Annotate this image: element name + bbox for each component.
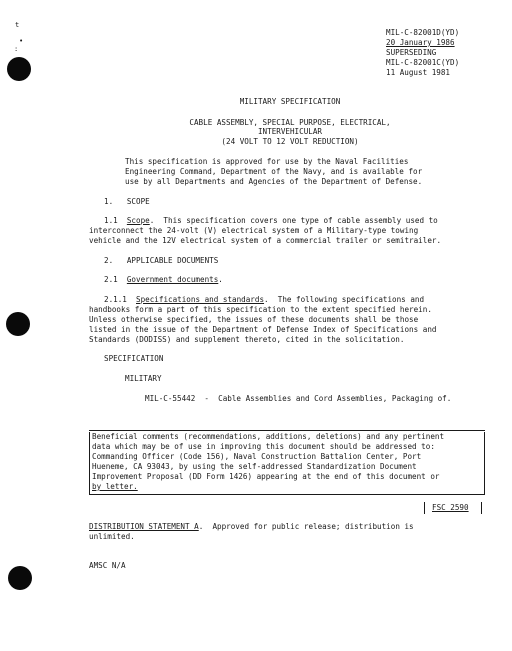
para-title: Specifications and standards bbox=[136, 295, 265, 304]
distribution-label: DISTRIBUTION STATEMENT A bbox=[89, 522, 199, 531]
distribution-statement bbox=[89, 522, 414, 532]
divider bbox=[484, 432, 485, 494]
fsc-box bbox=[424, 502, 482, 514]
specs-paragraph-first-line bbox=[104, 295, 424, 305]
title-line-2: INTERVEHICULAR bbox=[257, 127, 322, 136]
reference-entry: MIL-C-55442 - Cable Assemblies and Cord Assemblies, Packaging of. bbox=[145, 394, 452, 403]
approval-line: use by all Departments and Agencies of the Department of Defense. bbox=[125, 177, 423, 186]
superseded-id: MIL-C-82001C(YD) bbox=[386, 58, 460, 67]
notice-text bbox=[92, 432, 444, 492]
para-number: 2.1 bbox=[104, 275, 127, 284]
para-number: 1.1 bbox=[104, 216, 127, 225]
divider bbox=[89, 432, 90, 494]
scope-paragraph-first-line bbox=[104, 216, 438, 226]
distribution-text-line-2: unlimited. bbox=[89, 532, 135, 541]
document-id: MIL-C-82001D(YD) bbox=[386, 28, 460, 37]
divider bbox=[89, 494, 485, 495]
specs-line: Standards (DODISS) and supplement thereto, cited in the solicitation. bbox=[89, 335, 405, 344]
title-line-1: CABLE ASSEMBLY, SPECIAL PURPOSE, ELECTRICAL, bbox=[189, 118, 391, 127]
binder-hole bbox=[6, 312, 30, 336]
subsection-government-documents bbox=[104, 275, 223, 285]
notice-line: Commanding Officer (Code 156), Naval Construction Battalion Center, Port bbox=[92, 452, 422, 461]
para-number: 2.1.1 bbox=[104, 295, 137, 304]
specs-line: listed in the issue of the Department of Defense Index of Specifications and bbox=[89, 325, 437, 334]
spec-type-heading: MILITARY SPECIFICATION bbox=[239, 97, 341, 106]
specification-heading: SPECIFICATION bbox=[104, 354, 164, 363]
notice-line: by letter. bbox=[92, 482, 138, 491]
para-text: . This specification covers one type of cable assembly used to bbox=[149, 216, 438, 225]
para-text: . bbox=[218, 275, 223, 284]
divider bbox=[424, 502, 425, 514]
para-text: . The following specifications and bbox=[264, 295, 425, 304]
amsc-code: AMSC N/A bbox=[89, 561, 126, 570]
approval-line: This specification is approved for use by the Naval Facilities bbox=[125, 157, 409, 166]
approval-line: Engineering Command, Department of the Navy, and is available for bbox=[125, 167, 423, 176]
distribution-text: . Approved for public release; distribution is bbox=[198, 522, 414, 531]
scope-line: interconnect the 24-volt (V) electrical system of a Military-type towing bbox=[89, 226, 419, 235]
section-heading-scope: 1. SCOPE bbox=[104, 197, 150, 206]
notice-line: Hueneme, CA 93043, by using the self-addressed Standardization Document bbox=[92, 462, 417, 471]
specs-line: handbooks form a part of this specification to the extent specified herein. bbox=[89, 305, 432, 314]
superseded-date: 11 August 1981 bbox=[386, 68, 451, 77]
fsc-code: FSC 2590 bbox=[432, 503, 469, 512]
binder-hole bbox=[8, 566, 32, 590]
divider bbox=[481, 502, 482, 514]
comments-notice-box bbox=[89, 432, 485, 494]
margin-mark: t bbox=[15, 21, 20, 29]
specs-line: Unless otherwise specified, the issues of these documents shall be those bbox=[89, 315, 419, 324]
notice-line: Beneficial comments (recommendations, additions, deletions) and any pertinent bbox=[92, 432, 445, 441]
notice-line: data which may be of use in improving this document should be addressed to: bbox=[92, 442, 435, 451]
para-title: Government documents bbox=[126, 275, 219, 284]
scope-line: vehicle and the 12V electrical system of a commercial trailer or semitrailer. bbox=[89, 236, 442, 245]
notice-line: Improvement Proposal (DD Form 1426) appearing at the end of this document or bbox=[92, 472, 440, 481]
margin-mark: : bbox=[14, 45, 19, 53]
superseding-label: SUPERSEDING bbox=[386, 48, 437, 57]
divider bbox=[89, 430, 485, 431]
title-line-3: (24 VOLT TO 12 VOLT REDUCTION) bbox=[221, 137, 359, 146]
para-title: Scope bbox=[126, 216, 150, 225]
section-heading-applicable-documents: 2. APPLICABLE DOCUMENTS bbox=[104, 256, 219, 265]
document-date: 20 January 1986 bbox=[386, 38, 455, 47]
margin-mark: • bbox=[19, 37, 24, 45]
binder-hole bbox=[7, 57, 31, 81]
military-heading: MILITARY bbox=[125, 374, 162, 383]
